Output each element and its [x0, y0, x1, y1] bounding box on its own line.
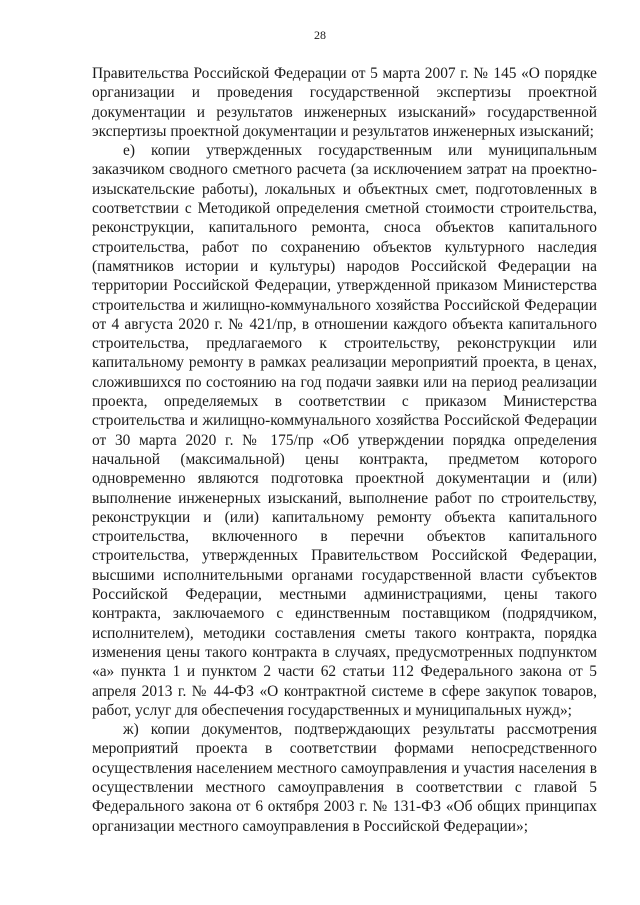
page-number: 28	[314, 28, 326, 42]
paragraph-item-zh: ж) копии документов, подтверждающих результаты рассмотрения мероприятий проекта в соответствии формами непосредственного осуществления населением местного самоуправления и участия населения в осуществлении местного самоуправления в соответствии с главой 5 Федерального закона от 6 октября 2003 г. № 131-ФЗ «Об общих принципах организации местного самоуправления в Российской Федерации»;	[92, 721, 597, 835]
body-text	[92, 64, 597, 836]
paragraph-item-e: е) копии утвержденных государственным или муниципальным заказчиком сводного сметного расчета (за исключением затрат на проектно-изыскательские работы), локальных и объектных смет, подготовленных в соответствии с Методикой определения сметной стоимости строительства, реконструкции, капитального ремонта, сноса объектов капитального строительства, работ по сохранению объектов культурного наследия (памятников истории и культуры) народов Российской Федерации на территории Российской Федерации, утвержденной приказом Министерства строительства и жилищно-коммунального хозяйства Российской Федерации от 4 августа 2020 г. № 421/пр, в отношении каждого объекта капитального строительства, предлагаемого к строительству, реконструкции или капитальному ремонту в рамках реализации мероприятий проекта, в ценах, сложившихся по состоянию на год подачи заявки или на период реализации проекта, определяемых в соответствии с приказом Министерства строительства и жилищно-коммунального хозяйства Российской Федерации от 30 марта 2020 г. № 175/пр «Об утверждении порядка определения начальной (максимальной) цены контракта, предметом которого одновременно являются подготовка проектной документации и (или) выполнение инженерных изысканий, выполнение работ по строительству, реконструкции и (или) капитальному ремонту объекта капитального строительства, включенного в перечни объектов капитального строительства, утвержденных Правительством Российской Федерации, высшими исполнительными органами государственной власти субъектов Российской Федерации, местными администрациями, цены такого контракта, заключаемого с единственным поставщиком (подрядчиком, исполнителем), методики составления сметы такого контракта, порядка изменения цены такого контракта в случаях, предусмотренных подпунктом «а» пункта 1 и пунктом 2 части 62 статьи 112 Федерального закона от 5 апреля 2013 г. № 44-ФЗ «О контрактной системе в сфере закупок товаров, работ, услуг для обеспечения государственных и муниципальных нужд»;	[92, 142, 597, 719]
paragraph-continuation: Правительства Российской Федерации от 5 марта 2007 г. № 145 «О порядке организации и проведения государственной экспертизы проектной документации и результатов инженерных изысканий» государственной экспертизы проектной документации и результатов инженерных изысканий;	[92, 65, 597, 140]
